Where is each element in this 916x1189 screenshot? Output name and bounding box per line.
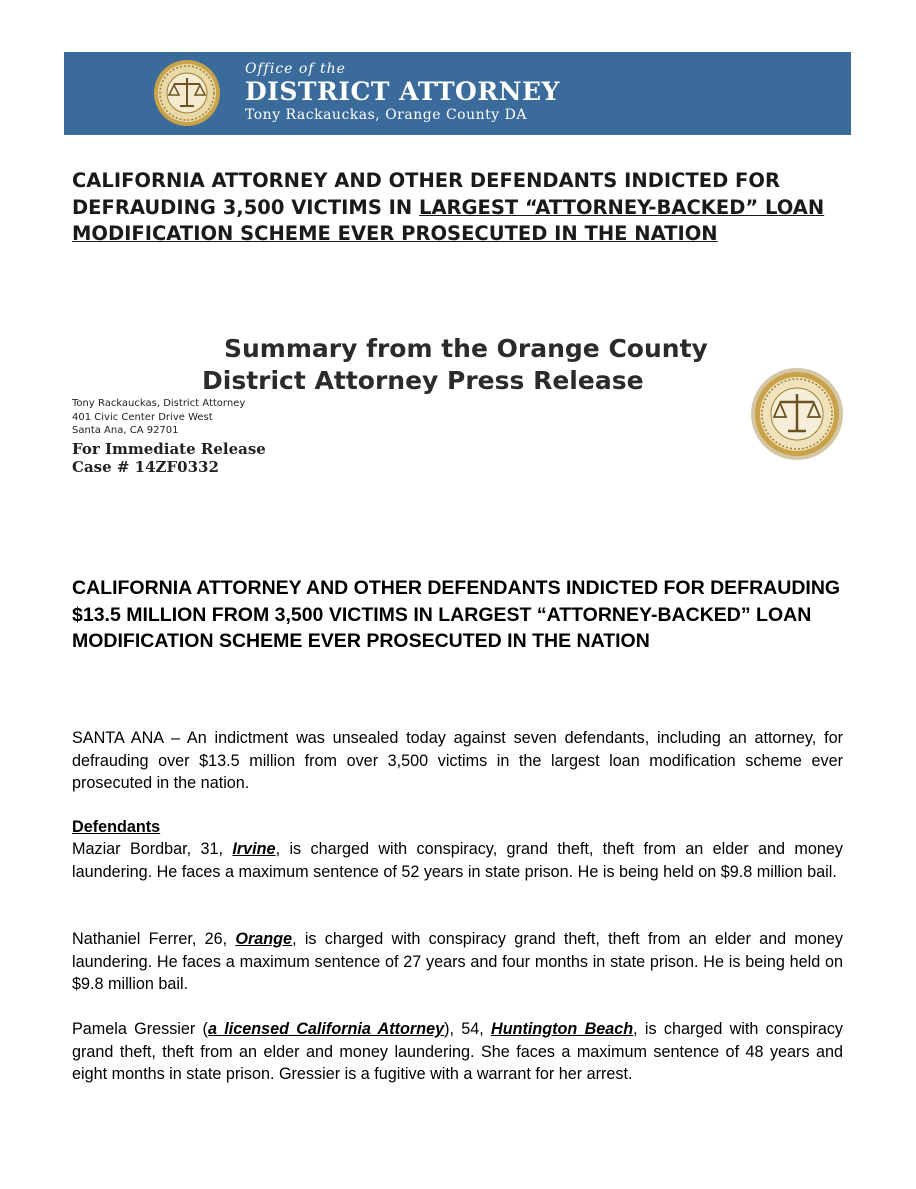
- release-block: [72, 440, 266, 476]
- banner-title: DISTRICT ATTORNEY: [245, 77, 560, 106]
- summary-title-line1: Summary from the Orange County: [224, 334, 708, 363]
- defendant-details: , is charged with conspiracy grand theft, theft from an elder and money laundering. She faces a maximum sentence of 48 years and eight months in state prison. Gressier is a fugitive with a warrant for her arrest.: [72, 1020, 844, 1083]
- address-line: Tony Rackauckas, District Attorney: [72, 398, 246, 409]
- defendant-name: Pamela Gressier (: [72, 1020, 208, 1038]
- intro-paragraph: SANTA ANA – An indictment was unsealed today against seven defendants, including an attorney, for defrauding over $13.5 million from over 3,500 victims in the largest loan modification scheme ever prosecuted in the nation.: [72, 729, 843, 792]
- address-block: [72, 397, 245, 438]
- release-note: For Immediate Release: [72, 440, 266, 458]
- defendant-details: , is charged with conspiracy, grand theft, theft from an elder and money laundering. He faces a maximum sentence of 52 years in state prison. He is being held on $9.8 million bail.: [72, 840, 843, 881]
- defendant-city: Orange: [235, 930, 293, 948]
- defendant-age: ), 54,: [444, 1020, 492, 1038]
- top-headline-underlined: LARGEST “ATTORNEY-BACKED” LOAN MODIFICATION SCHEME EVER PROSECUTED IN THE NATION: [72, 195, 825, 245]
- banner-text: [245, 60, 560, 124]
- top-headline-part: CALIFORNIA ATTORNEY AND OTHER DEFENDANTS INDICTED FOR DEFRAUDING 3,500 VICTIMS IN: [72, 169, 780, 219]
- defendant-paragraph: [72, 928, 843, 996]
- top-headline: [72, 168, 852, 248]
- address-line: 401 Civic Center Drive West: [72, 411, 213, 423]
- seal-icon: [152, 59, 222, 127]
- defendant-role: a licensed California Attorney: [207, 1020, 445, 1038]
- banner-subtitle: Tony Rackauckas, Orange County DA: [245, 107, 527, 123]
- defendant-paragraph: [72, 838, 843, 883]
- defendants-heading: Defendants: [72, 818, 161, 836]
- main-headline: CALIFORNIA ATTORNEY AND OTHER DEFENDANTS INDICTED FOR DEFRAUDING $13.5 MILLION FROM 3,500 VICTIMS IN LARGEST “ATTORNEY-BACKED” LOAN MODIFICATION SCHEME EVER PROSECUTED IN THE NATION: [72, 577, 841, 652]
- address-line: Santa Ana, CA 92701: [72, 425, 179, 436]
- banner-office-of: Office of the: [245, 61, 346, 77]
- defendant-details: , is charged with conspiracy grand theft, theft from an elder and money laundering. He faces a maximum sentence of 27 years and four months in state prison. He is being held on $9.8 million bail.: [72, 930, 843, 993]
- da-banner: [64, 52, 851, 135]
- seal-icon: [750, 367, 844, 461]
- case-number: Case # 14ZF0332: [72, 458, 219, 476]
- defendant-paragraph: [72, 1018, 843, 1086]
- defendant-city: Irvine: [232, 840, 276, 858]
- defendant-city: Huntington Beach: [491, 1020, 634, 1038]
- defendant-name: Maziar Bordbar, 31,: [72, 840, 233, 858]
- defendant-name: Nathaniel Ferrer, 26,: [72, 930, 236, 948]
- summary-title-line2: District Attorney Press Release: [202, 366, 644, 395]
